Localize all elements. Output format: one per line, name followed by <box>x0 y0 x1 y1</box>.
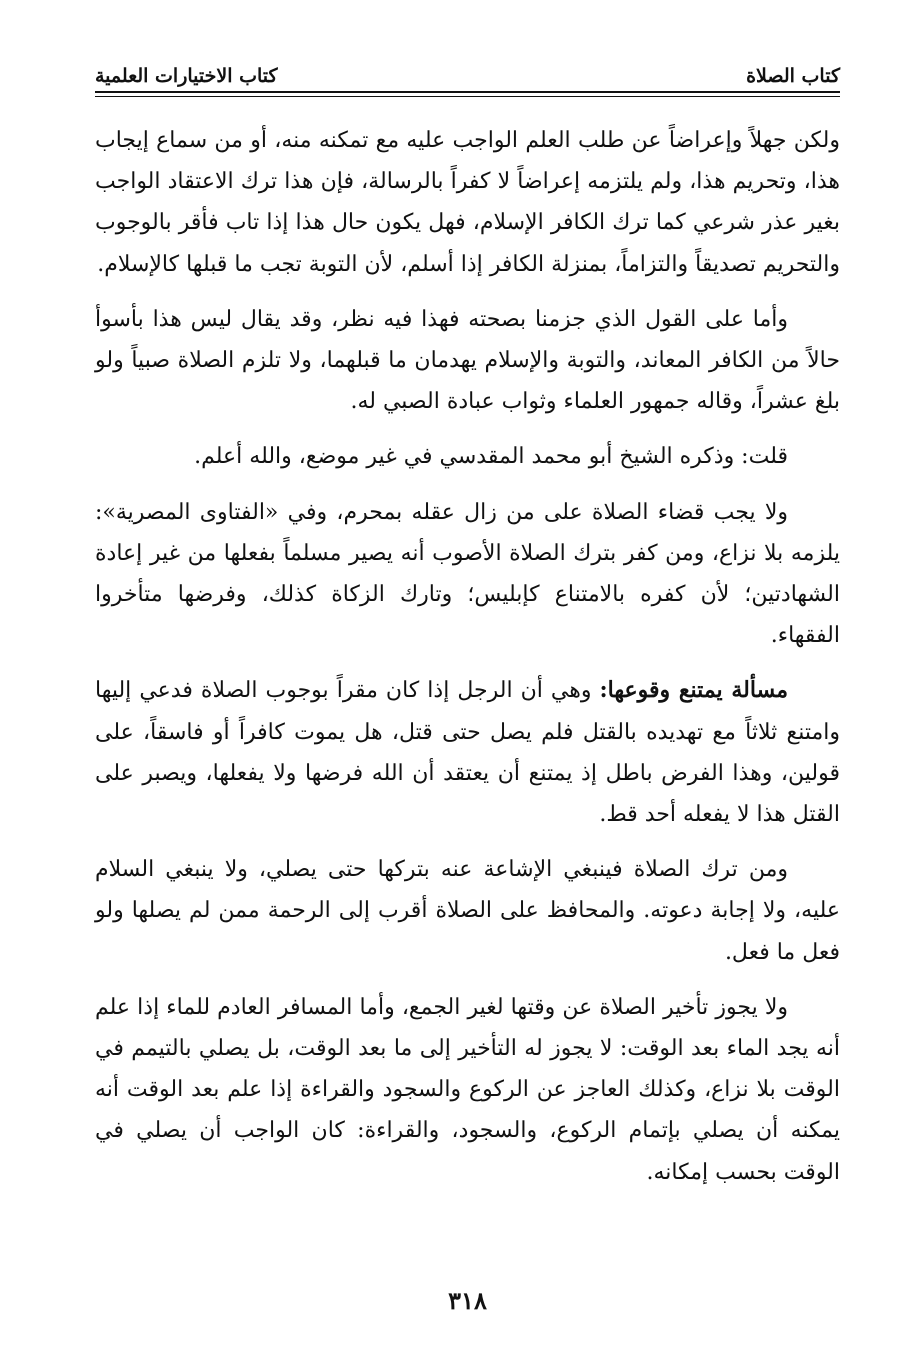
paragraph-4 <box>95 492 840 657</box>
running-header <box>95 55 840 89</box>
paragraph-text: ولكن جهلاً وإعراضاً عن طلب العلم الواجب عليه مع تمكنه منه، أو من سماع إيجاب هذا، وتحريم هذا، ولم يلتزمه إعراضاً لا كفراً بالرسالة، فإن هذا ترك الاعتقاد الواجب بغير عذر شرعي كما ترك الكافر الإسلام، فهل يكون حال هذا إذا تاب فأقر بالوجوب والتحريم تصديقاً والتزاماً، بمنزلة الكافر إذا أسلم، لأن التوبة تجب ما قبلها كالإسلام. <box>95 128 840 277</box>
paragraph-3 <box>95 436 840 477</box>
paragraph-text: ولا يجوز تأخير الصلاة عن وقتها لغير الجمع، وأما المسافر العادم للماء إذا علم أنه يجد الماء بعد الوقت: لا يجوز له التأخير إلى ما بعد الوقت، بل يصلي بالتيمم في الوقت بلا نزاع، وكذلك العاجز عن الركوع والسجود والقراءة إذا علم بعد الوقت أنه يمكنه أن يصلي بإتمام الركوع، والسجود، والقراءة: كان الواجب أن يصلي في الوقت بحسب إمكانه. <box>95 994 840 1185</box>
paragraph-text: قلت: وذكره الشيخ أبو محمد المقدسي في غير موضع، والله أعلم. <box>194 444 788 470</box>
page-number: ٣١٨ <box>448 1286 487 1315</box>
paragraph-lead-heading: مسألة يمتنع وقوعها: <box>599 677 788 704</box>
header-rule-thin <box>95 96 840 97</box>
paragraph-text: ولا يجب قضاء الصلاة على من زال عقله بمحرم، وفي «الفتاوى المصرية»: يلزمه بلا نزاع، ومن كفر بترك الصلاة الأصوب أنه يصير مسلماً بفعلها من غير إعادة الشهادتين؛ لأن كفره بالامتناع كإبليس؛ وتارك الزكاة كذلك، وفرضها متأخروا الفقهاء. <box>95 499 840 649</box>
header-chapter-title: كتاب الصلاة <box>746 65 840 87</box>
paragraph-text: ومن ترك الصلاة فينبغي الإشاعة عنه بتركها حتى يصلي، ولا ينبغي السلام عليه، ولا إجابة دعوته. والمحافظ على الصلاة أقرب إلى الرحمة ممن لم يصلها ولو فعل ما فعل. <box>95 857 840 965</box>
header-book-title: كتاب الاختيارات العلمية <box>95 65 278 87</box>
header-rule-thick <box>95 91 840 93</box>
paragraph-2 <box>95 299 840 423</box>
paragraph-text: وهي أن الرجل إذا كان مقراً بوجوب الصلاة فدعي إليها وامتنع ثلاثاً مع تهديده بالقتل فلم يصل حتى قتل، هل يموت كافراً أو فاسقاً، على قولين، وهذا الفرض باطل إذ يمتنع أن يعتقد أن الله فرضها ولا يفعلها، ويصبر على القتل هذا لا يفعله أحد قط. <box>95 678 840 828</box>
paragraph-1 <box>95 120 840 285</box>
paragraph-6 <box>95 849 840 973</box>
paragraph-text: وأما على القول الذي جزمنا بصحته فهذا فيه نظر، وقد يقال ليس هذا بأسوأ حالاً من الكافر المعاند، والتوبة والإسلام يهدمان ما قبلهما، ولا تلزم الصلاة صبياً ولو بلغ عشراً، وقاله جمهور العلماء وثواب عبادة الصبي له. <box>95 306 840 415</box>
page-body <box>95 120 840 1207</box>
paragraph-7 <box>95 987 840 1193</box>
paragraph-5 <box>95 670 840 835</box>
